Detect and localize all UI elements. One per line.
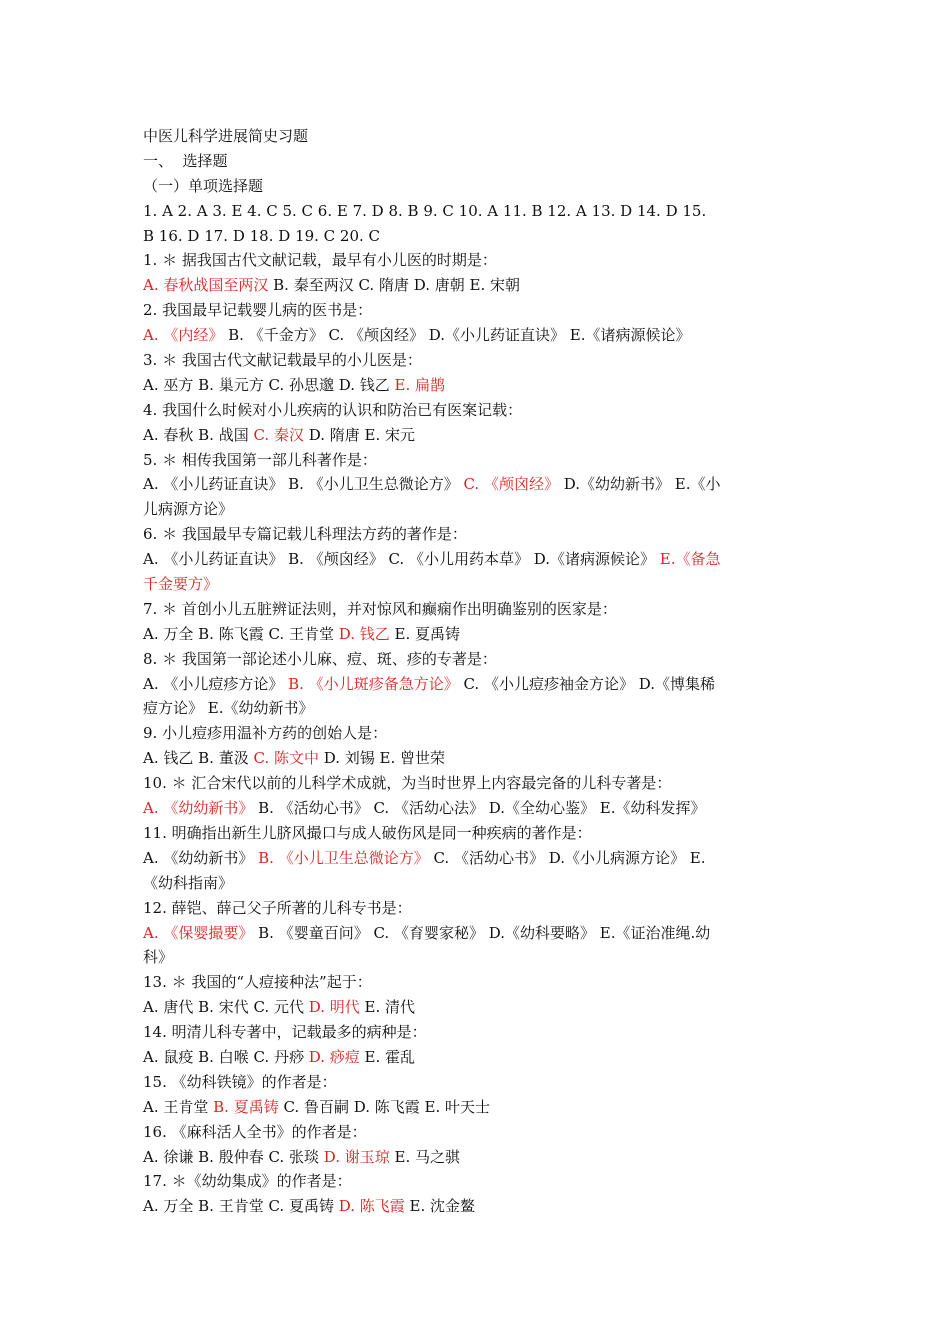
question-line xyxy=(143,522,823,547)
text-segment: E. 清代 xyxy=(359,998,416,1017)
options-line xyxy=(143,921,823,946)
subsection-heading: （一）单项选择题 xyxy=(143,176,264,195)
text-segment: C. 《活幼心书》 D.《小儿病源方论》 E. xyxy=(428,848,706,867)
text-segment: 4. 我国什么时候对小儿疾病的认识和防治已有医案记载： xyxy=(143,400,523,419)
question-list xyxy=(143,248,823,1219)
text-segment: 11. 明确指出新生儿脐风撮口与成人破伤风是同一种疾病的著作是： xyxy=(143,823,592,842)
question-line xyxy=(143,1120,823,1145)
correct-answer-text: C. 《颅囟经》 xyxy=(463,475,559,494)
text-segment: E. 霍乱 xyxy=(359,1047,416,1066)
question-line xyxy=(143,821,823,846)
correct-answer-text: A. 《保婴撮要》 xyxy=(143,923,254,942)
text-segment: 1. ＊ 据我国古代文献记载，最早有小儿医的时期是： xyxy=(143,251,497,270)
question-line xyxy=(143,696,823,721)
text-segment: D. 隋唐 E. 宋元 xyxy=(303,425,416,444)
correct-answer-text: A. 《内经》 xyxy=(143,326,224,345)
options-line xyxy=(143,1045,823,1070)
text-segment: D. 刘锡 E. 曾世荣 xyxy=(318,749,446,768)
text-segment: B. 《婴童百问》 C. 《育婴家秘》 D.《幼科要略》 E.《证治准绳.幼 xyxy=(253,923,711,942)
options-line xyxy=(143,995,823,1020)
question-line xyxy=(143,1020,823,1045)
question-line xyxy=(143,497,823,522)
text-segment: B. 秦至两汉 C. 隋唐 D. 唐朝 E. 宋朝 xyxy=(268,276,520,295)
text-segment: A. 《小儿痘疹方论》 xyxy=(143,674,289,693)
answer-key-line: 1. A 2. A 3. E 4. C 5. C 6. E 7. D 8. B 9. C 10. A 11. B 12. A 13. D 14. D 15. xyxy=(143,201,707,220)
correct-answer-text: C. 陈文中 xyxy=(253,749,319,768)
text-segment: A. 万全 B. 陈飞霞 C. 王肯堂 xyxy=(143,624,339,643)
correct-answer-text: E.《备急 xyxy=(659,550,721,569)
text-segment: 3. ＊ 我国古代文献记载最早的小儿医是： xyxy=(143,351,422,370)
text-segment: A. 《小儿药证直诀》 B. 《小儿卫生总微论方》 xyxy=(143,475,464,494)
text-segment: B. 《千金方》 C. 《颅囟经》 D.《小儿药证直诀》 E.《诸病源候论》 xyxy=(223,326,691,345)
question-line xyxy=(143,597,823,622)
text-segment: 12. 薛铠、薛己父子所著的儿科专书是： xyxy=(143,898,412,917)
question-line xyxy=(143,771,823,796)
text-segment: A. 《小儿药证直诀》 B. 《颅囟经》 C. 《小儿用药本草》 D.《诸病源候论》 xyxy=(143,550,660,569)
options-line xyxy=(143,423,823,448)
question-line xyxy=(143,970,823,995)
correct-answer-text: B. 夏禹铸 xyxy=(213,1097,279,1116)
text-segment: 17. ＊《幼幼集成》的作者是： xyxy=(143,1172,352,1191)
correct-answer-text: B. 《小儿斑疹备急方论》 xyxy=(288,674,459,693)
correct-answer-text: D. 明代 xyxy=(308,998,360,1017)
question-line xyxy=(143,647,823,672)
options-line xyxy=(143,1145,823,1170)
text-segment: 13. ＊ 我国的“人痘接种法”起于： xyxy=(143,973,372,992)
options-line xyxy=(143,672,823,697)
question-line xyxy=(143,721,823,746)
text-segment: 6. ＊ 我国最早专篇记载儿科理法方药的著作是： xyxy=(143,525,467,544)
text-segment: A. 巫方 B. 巢元方 C. 孙思邈 D. 钱乙 xyxy=(143,375,395,394)
options-line xyxy=(143,846,823,871)
question-line xyxy=(143,348,823,373)
text-segment: 5. ＊ 相传我国第一部儿科著作是： xyxy=(143,450,377,469)
options-line xyxy=(143,1194,823,1219)
correct-answer-text: E. 扁鹊 xyxy=(394,375,446,394)
question-line xyxy=(143,448,823,473)
question-line xyxy=(143,896,823,921)
text-segment: 10. ＊ 汇合宋代以前的儿科学术成就，为当时世界上内容最完备的儿科专著是： xyxy=(143,774,672,793)
text-segment: 痘方论》 E.《幼幼新书》 xyxy=(143,699,314,718)
options-line xyxy=(143,746,823,771)
section-heading: 一、 选择题 xyxy=(143,151,228,170)
options-line xyxy=(143,572,823,597)
options-line xyxy=(143,373,823,398)
correct-answer-text: D. 谢玉琼 xyxy=(323,1147,390,1166)
options-line xyxy=(143,323,823,348)
text-segment: 8. ＊ 我国第一部论述小儿麻、痘、斑、疹的专著是： xyxy=(143,649,497,668)
text-segment: C. 《小儿痘疹袖金方论》 D.《博集稀 xyxy=(458,674,715,693)
text-segment: A. 万全 B. 王肯堂 C. 夏禹铸 xyxy=(143,1197,339,1216)
question-line xyxy=(143,248,823,273)
question-line xyxy=(143,945,823,970)
question-line xyxy=(143,1070,823,1095)
options-line xyxy=(143,1095,823,1120)
correct-answer-text: A. 春秋战国至两汉 xyxy=(143,276,269,295)
text-segment: A. 鼠疫 B. 白喉 C. 丹痧 xyxy=(143,1047,309,1066)
question-line xyxy=(143,398,823,423)
correct-answer-text: 千金要方》 xyxy=(143,575,219,594)
text-segment: A. 徐谦 B. 殷仲春 C. 张琰 xyxy=(143,1147,324,1166)
text-segment: 9. 小儿痘疹用温补方药的创始人是： xyxy=(143,724,388,743)
text-segment: E. 沈金鳌 xyxy=(404,1197,476,1216)
correct-answer-text: D. 钱乙 xyxy=(338,624,390,643)
text-segment: C. 鲁百嗣 D. 陈飞霞 E. 叶天士 xyxy=(278,1097,491,1116)
question-line xyxy=(143,1169,823,1194)
text-segment: 7. ＊ 首创小儿五脏辨证法则，并对惊风和癫痫作出明确鉴别的医家是： xyxy=(143,599,617,618)
answer-key-line: B 16. D 17. D 18. D 19. C 20. C xyxy=(143,226,381,245)
correct-answer-text: A. 《幼幼新书》 xyxy=(143,799,254,818)
text-segment: 2. 我国最早记载婴儿病的医书是： xyxy=(143,301,373,320)
text-segment: A. 春秋 B. 战国 xyxy=(143,425,254,444)
correct-answer-text: C. 秦汉 xyxy=(253,425,304,444)
options-line xyxy=(143,273,823,298)
text-segment: A. 唐代 B. 宋代 C. 元代 xyxy=(143,998,309,1017)
text-segment: 14. 明清儿科专著中，记载最多的病种是： xyxy=(143,1023,427,1042)
text-segment: 《幼科指南》 xyxy=(143,873,234,892)
options-line xyxy=(143,547,823,572)
correct-answer-text: D. 痧痘 xyxy=(308,1047,360,1066)
correct-answer-text: B. 《小儿卫生总微论方》 xyxy=(258,848,429,867)
document-page xyxy=(143,124,823,1219)
text-segment: B. 《活幼心书》 C. 《活幼心法》 D.《全幼心鉴》 E.《幼科发挥》 xyxy=(253,799,706,818)
options-line xyxy=(143,472,823,497)
options-line xyxy=(143,622,823,647)
text-segment: 儿病源方论》 xyxy=(143,500,234,519)
text-segment: A. 钱乙 B. 董汲 xyxy=(143,749,254,768)
text-segment: 16. 《麻科活人全书》的作者是： xyxy=(143,1122,367,1141)
document-title: 中医儿科学进展简史习题 xyxy=(143,127,309,145)
text-segment: E. 马之骐 xyxy=(389,1147,461,1166)
text-segment: A. 《幼幼新书》 xyxy=(143,848,259,867)
text-segment: E. 夏禹铸 xyxy=(389,624,461,643)
options-line xyxy=(143,796,823,821)
question-line xyxy=(143,298,823,323)
text-segment: 15. 《幼科铁镜》的作者是： xyxy=(143,1072,337,1091)
question-line xyxy=(143,871,823,896)
text-segment: D.《幼幼新书》 E.《小 xyxy=(558,475,721,494)
correct-answer-text: D. 陈飞霞 xyxy=(338,1197,405,1216)
text-segment: 科》 xyxy=(143,948,174,967)
text-segment: A. 王肯堂 xyxy=(143,1097,214,1116)
